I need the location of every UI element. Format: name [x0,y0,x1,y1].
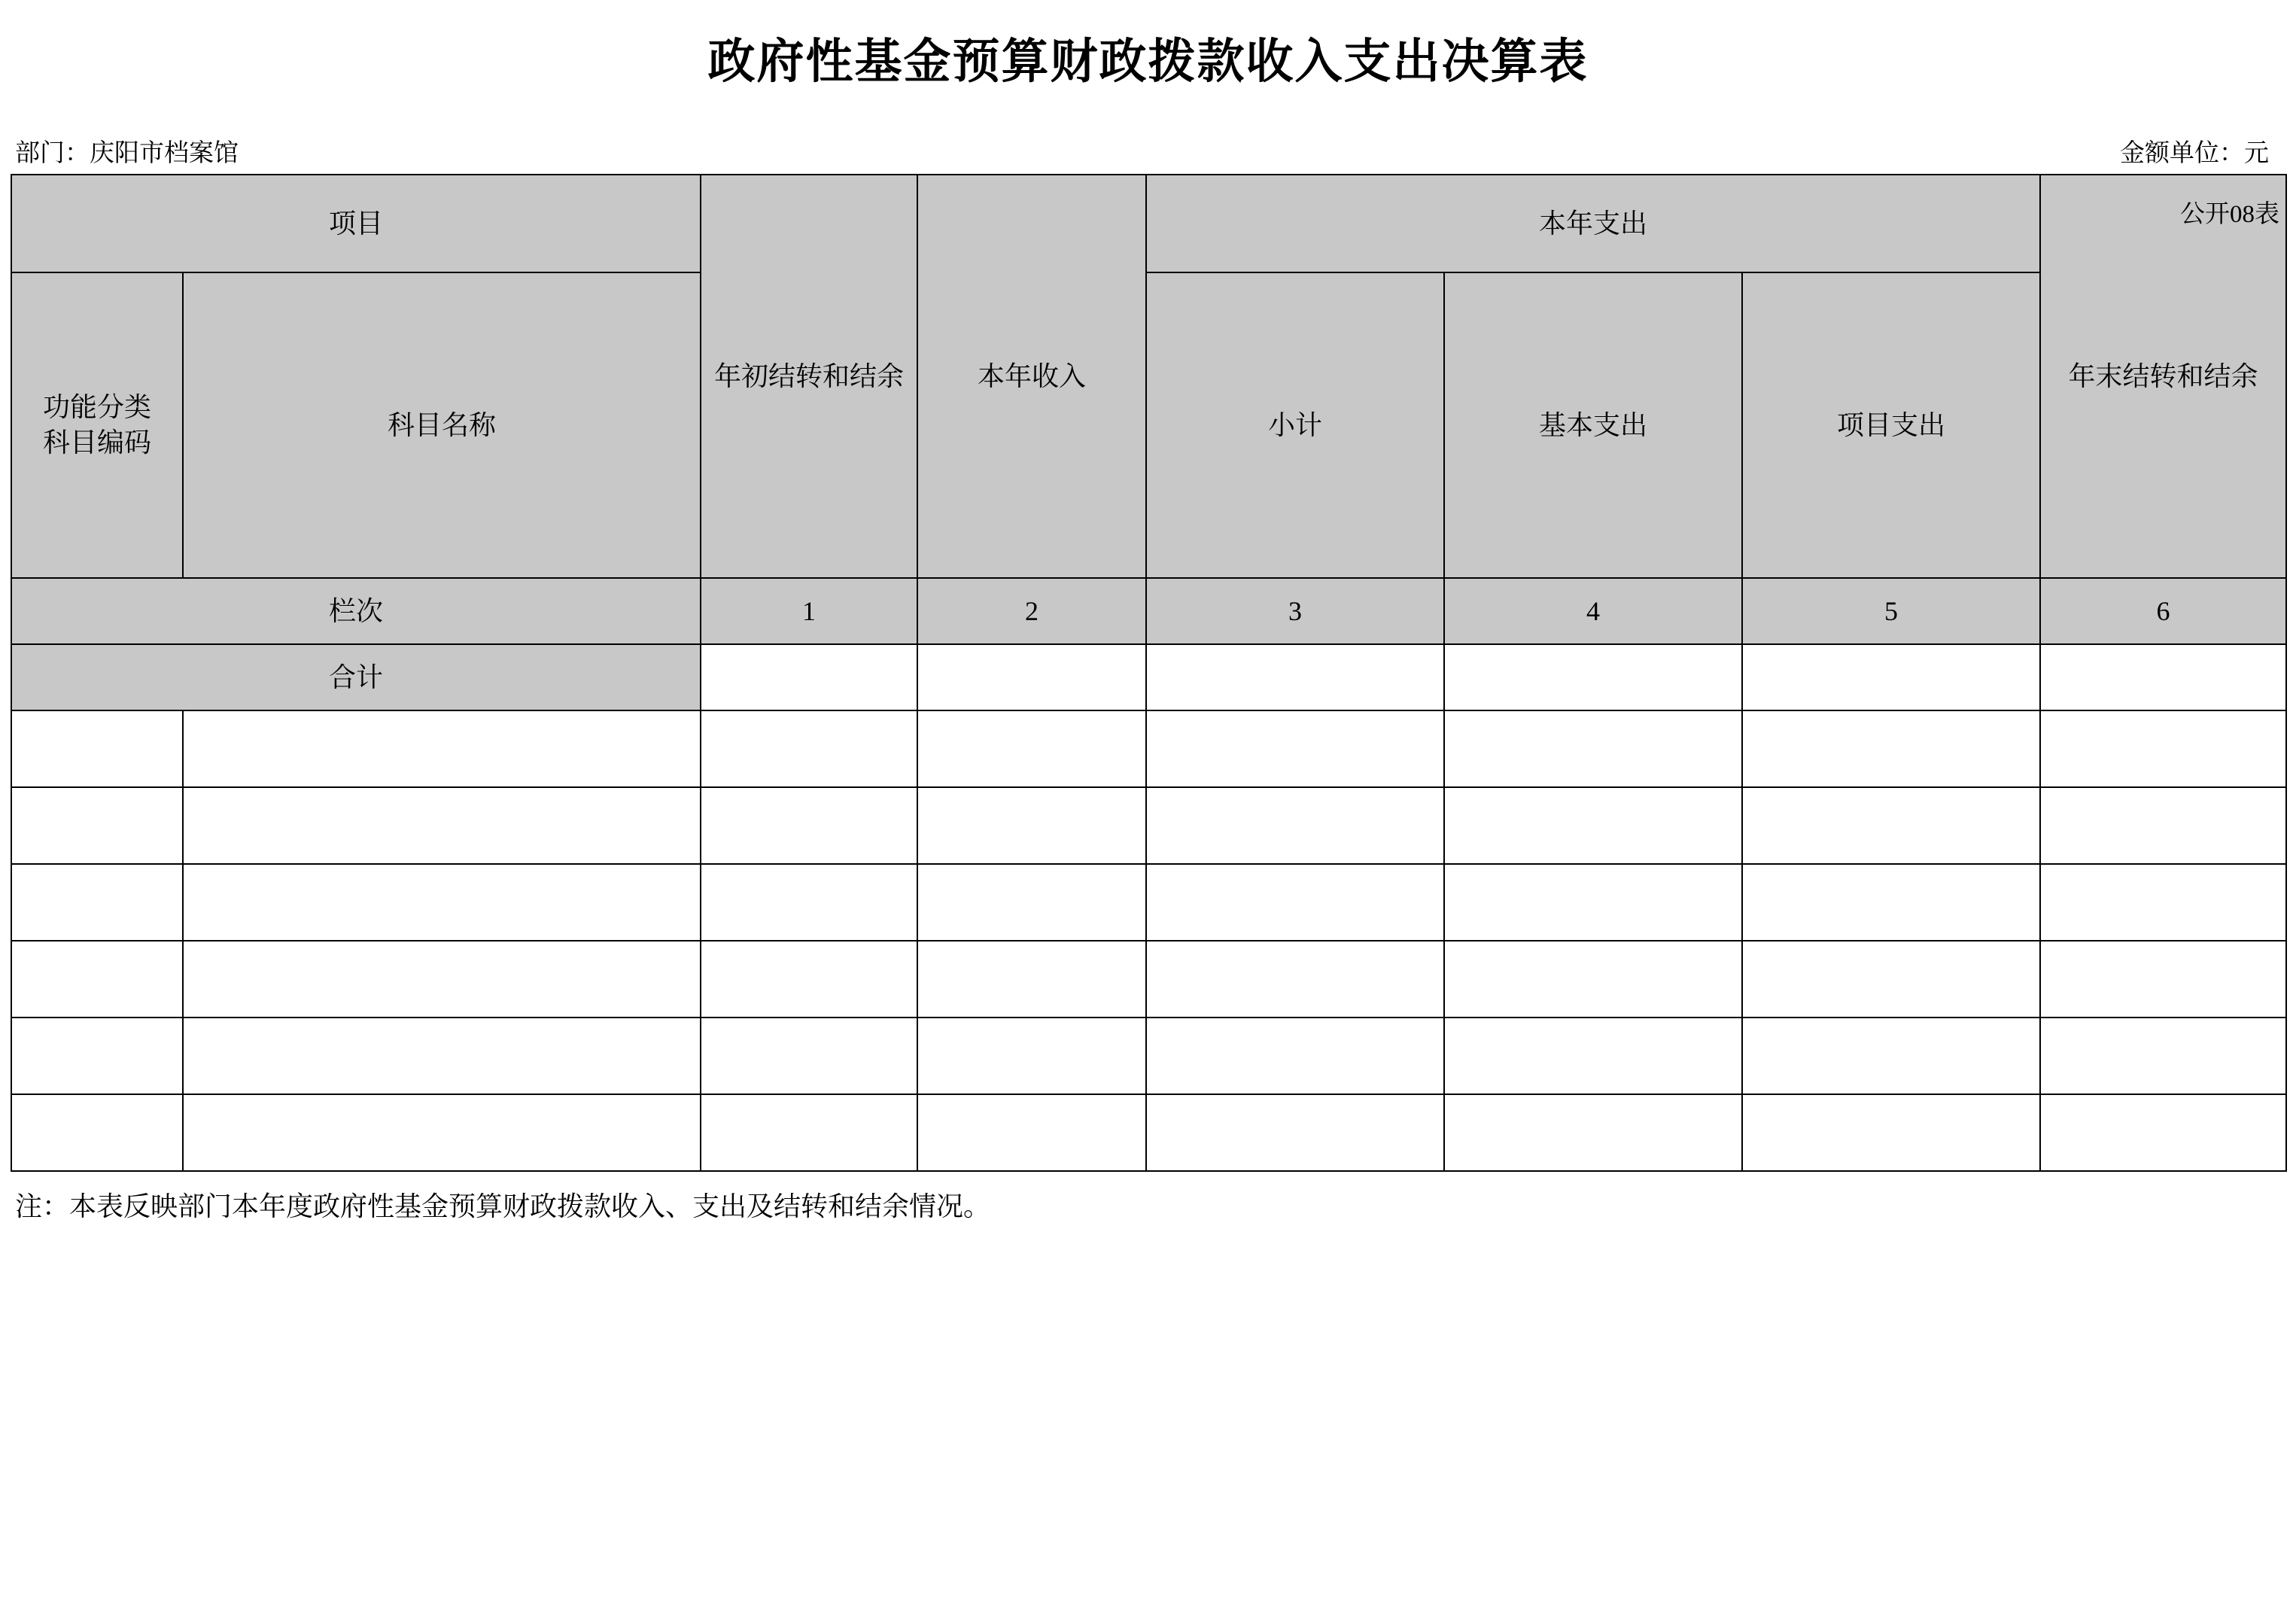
budget-decision-table [11,174,2287,1172]
cell-name[interactable] [183,864,701,941]
total-row-cell-3[interactable] [1146,644,1444,710]
header-functional-code: 功能分类 科目编码 [11,272,183,578]
total-row-cell-6[interactable] [2040,644,2286,710]
header-year-income: 本年收入 [917,175,1146,578]
cell-name[interactable] [183,1018,701,1094]
total-row-cell-2[interactable] [917,644,1146,710]
cell-code[interactable] [11,710,183,787]
total-row-label: 合计 [11,644,701,710]
cell-begin-balance[interactable] [701,1018,917,1094]
page-title: 政府性基金预算财政拨款收入支出决算表 [707,35,1589,88]
cell-year-income[interactable] [917,941,1146,1018]
column-index-5: 5 [1742,578,2040,644]
table-footnote: 注：本表反映部门本年度政府性基金预算财政拨款收入、支出及结转和结余情况。 [15,1191,991,1222]
cell-subtotal[interactable] [1146,1094,1444,1171]
cell-name[interactable] [183,787,701,864]
column-index-4: 4 [1444,578,1742,644]
cell-basic-expenditure[interactable] [1444,941,1742,1018]
cell-project-expenditure[interactable] [1742,864,2040,941]
column-index-2: 2 [917,578,1146,644]
table-row [11,864,2286,941]
cell-project-expenditure[interactable] [1742,787,2040,864]
cell-year-income[interactable] [917,1094,1146,1171]
cell-code[interactable] [11,864,183,941]
cell-subtotal[interactable] [1146,941,1444,1018]
table-header-row-2 [11,272,2286,578]
header-project-group: 项目 [11,175,701,272]
table-row [11,787,2286,864]
cell-year-income[interactable] [917,710,1146,787]
table-total-row [11,644,2286,710]
cell-code[interactable] [11,787,183,864]
total-row-cell-4[interactable] [1444,644,1742,710]
cell-end-balance[interactable] [2040,941,2286,1018]
document-page [0,30,2296,1597]
header-subtotal: 小计 [1146,272,1444,578]
table-column-index-row [11,578,2286,644]
document-meta-row [11,133,2285,169]
table-row [11,1094,2286,1171]
amount-unit-label: 金额单位：元 [2120,140,2269,168]
column-index-1: 1 [701,578,917,644]
cell-begin-balance[interactable] [701,787,917,864]
header-year-expenditure-group: 本年支出 [1146,175,2040,272]
cell-subtotal[interactable] [1146,1018,1444,1094]
total-row-cell-1[interactable] [701,644,917,710]
cell-end-balance[interactable] [2040,1018,2286,1094]
header-basic-expenditure: 基本支出 [1444,272,1742,578]
cell-year-income[interactable] [917,787,1146,864]
column-index-label: 栏次 [11,578,701,644]
cell-project-expenditure[interactable] [1742,941,2040,1018]
cell-project-expenditure[interactable] [1742,710,2040,787]
table-header-row-1 [11,175,2286,272]
cell-basic-expenditure[interactable] [1444,864,1742,941]
cell-end-balance[interactable] [2040,864,2286,941]
form-number: 公开08表 [2180,201,2279,228]
cell-name[interactable] [183,941,701,1018]
column-index-3: 3 [1146,578,1444,644]
cell-code[interactable] [11,1018,183,1094]
cell-year-income[interactable] [917,864,1146,941]
table-row [11,710,2286,787]
cell-basic-expenditure[interactable] [1444,1094,1742,1171]
cell-basic-expenditure[interactable] [1444,710,1742,787]
column-index-6: 6 [2040,578,2286,644]
header-end-balance: 年末结转和结余 [2040,175,2286,578]
cell-basic-expenditure[interactable] [1444,787,1742,864]
table-row [11,1018,2286,1094]
cell-subtotal[interactable] [1146,864,1444,941]
cell-begin-balance[interactable] [701,1094,917,1171]
cell-subtotal[interactable] [1146,787,1444,864]
cell-code[interactable] [11,1094,183,1171]
cell-begin-balance[interactable] [701,864,917,941]
cell-project-expenditure[interactable] [1742,1018,2040,1094]
cell-end-balance[interactable] [2040,710,2286,787]
cell-begin-balance[interactable] [701,710,917,787]
table-row [11,941,2286,1018]
cell-code[interactable] [11,941,183,1018]
header-project-expenditure: 项目支出 [1742,272,2040,578]
cell-basic-expenditure[interactable] [1444,1018,1742,1094]
cell-end-balance[interactable] [2040,787,2286,864]
cell-begin-balance[interactable] [701,941,917,1018]
total-row-cell-5[interactable] [1742,644,2040,710]
cell-name[interactable] [183,1094,701,1171]
cell-project-expenditure[interactable] [1742,1094,2040,1171]
cell-year-income[interactable] [917,1018,1146,1094]
cell-subtotal[interactable] [1146,710,1444,787]
header-subject-name: 科目名称 [183,272,701,578]
cell-name[interactable] [183,710,701,787]
cell-end-balance[interactable] [2040,1094,2286,1171]
header-begin-balance: 年初结转和结余 [701,175,917,578]
department-label: 部门：庆阳市档案馆 [15,140,239,168]
